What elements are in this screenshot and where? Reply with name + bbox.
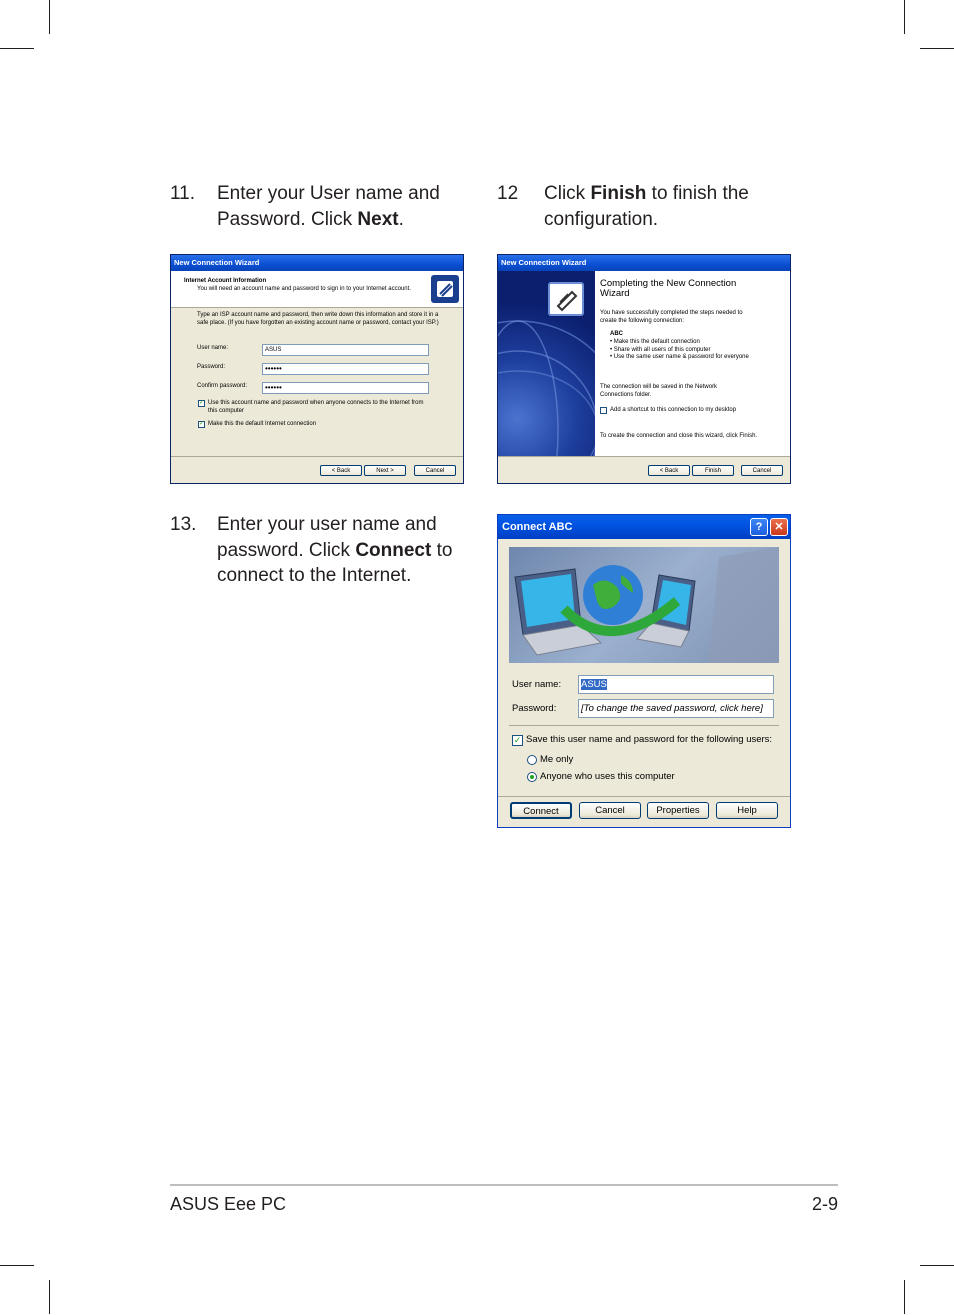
crop-mark	[0, 1265, 34, 1266]
step-number: 11.	[170, 183, 196, 204]
crop-mark	[49, 0, 50, 34]
modem-icon	[548, 282, 584, 316]
confirm-password-input[interactable]: ••••••	[262, 382, 429, 394]
step-12	[497, 181, 797, 233]
step-text: Click Finish to finish the configuration.	[544, 183, 749, 230]
network-banner	[509, 547, 779, 663]
user-name-input[interactable]: ASUS	[262, 344, 429, 356]
desktop-shortcut-label: Add a shortcut to this connection to my desktop	[610, 407, 737, 413]
crop-mark	[920, 48, 954, 49]
intro-text: Type an ISP account name and password, then write down this information and store it in a safe place. (If you have forgotten an existing account name or password, contact your ISP.)	[197, 312, 439, 326]
save-credentials-label: Save this user name and password for the following users:	[526, 734, 773, 745]
save-credentials-checkbox[interactable]: ✓	[513, 735, 522, 745]
crop-mark	[904, 1280, 905, 1314]
cancel-button[interactable]: Cancel	[414, 465, 456, 476]
window-title: Connect ABC	[498, 515, 790, 539]
close-icon[interactable]: ✕	[770, 518, 788, 536]
step-number: 13.	[170, 514, 197, 535]
crop-mark	[920, 1265, 954, 1266]
finish-button[interactable]: Finish	[692, 465, 734, 476]
completing-heading: Completing the New Connection Wizard	[600, 278, 737, 299]
default-connection-label: Make this the default Internet connection	[208, 421, 317, 427]
window-title: New Connection Wizard	[498, 255, 790, 271]
window-title: New Connection Wizard	[171, 255, 463, 271]
anyone-label: Anyone who uses this computer	[540, 771, 675, 782]
properties-button[interactable]: Properties	[647, 802, 709, 819]
wizard-complete-screenshot	[497, 254, 791, 484]
next-button[interactable]: Next >	[364, 465, 406, 476]
use-account-checkbox[interactable]: ✓	[199, 400, 205, 406]
network-globe-icon	[509, 547, 779, 663]
divider	[509, 725, 779, 726]
step-text: Enter your User name and Password. Click Next.	[217, 183, 440, 230]
password-label: Password:	[512, 703, 557, 714]
step-13	[170, 512, 470, 592]
anyone-radio[interactable]	[527, 772, 537, 782]
step-11	[170, 181, 470, 233]
me-only-label: Me only	[540, 754, 574, 765]
back-button[interactable]: < Back	[648, 465, 690, 476]
footer-rule	[170, 1184, 838, 1186]
me-only-radio[interactable]	[527, 755, 537, 765]
crop-mark	[904, 0, 905, 34]
user-name-label: User name:	[512, 679, 562, 690]
confirm-password-label: Confirm password:	[197, 383, 248, 389]
modem-icon	[431, 275, 459, 303]
crop-mark	[0, 48, 34, 49]
connection-name: ABC	[610, 331, 623, 337]
page-number: 2-9	[811, 1194, 838, 1214]
divider	[498, 796, 790, 797]
user-name-input[interactable]: ASUS	[578, 675, 774, 694]
connect-dialog-screenshot	[497, 514, 791, 828]
password-label: Password:	[197, 364, 226, 370]
wizard-account-screenshot	[170, 254, 464, 484]
step-text: Enter your user name and password. Click Connect to connect to the Internet.	[217, 514, 453, 586]
footer-title: ASUS Eee PC	[170, 1194, 287, 1214]
desktop-shortcut-checkbox[interactable]	[600, 407, 607, 414]
divider	[171, 456, 463, 457]
password-input[interactable]: [To change the saved password, click here]	[578, 699, 774, 718]
default-connection-checkbox[interactable]: ✓	[199, 421, 205, 427]
crop-mark	[49, 1280, 50, 1314]
saved-note: The connection will be saved in the Network Connections folder.	[600, 384, 718, 398]
cancel-button[interactable]: Cancel	[579, 802, 641, 819]
header-subtitle: You will need an account name and password to sign in to your Internet account.	[197, 286, 411, 292]
cancel-button[interactable]: Cancel	[741, 465, 783, 476]
wizard-side-banner	[498, 271, 595, 456]
wizard-header	[171, 271, 463, 308]
help-button[interactable]: Help	[716, 802, 778, 819]
use-account-label: Use this account name and password when anyone connects to the Internet from this computer	[208, 400, 424, 414]
connect-button[interactable]: Connect	[510, 802, 572, 819]
help-icon[interactable]: ?	[750, 518, 768, 536]
password-input[interactable]: ••••••	[262, 363, 429, 375]
back-button[interactable]: < Back	[320, 465, 362, 476]
finish-instruction: To create the connection and close this wizard, click Finish.	[600, 433, 758, 439]
header-title: Internet Account Information	[184, 278, 267, 284]
summary-list: • Make this the default connection • Share with all users of this computer • Use the same user name & password for everyone	[610, 339, 749, 360]
user-name-label: User name:	[197, 345, 229, 351]
intro-text: You have successfully completed the steps needed to create the following connection:	[600, 310, 743, 324]
step-number: 12	[497, 183, 519, 204]
